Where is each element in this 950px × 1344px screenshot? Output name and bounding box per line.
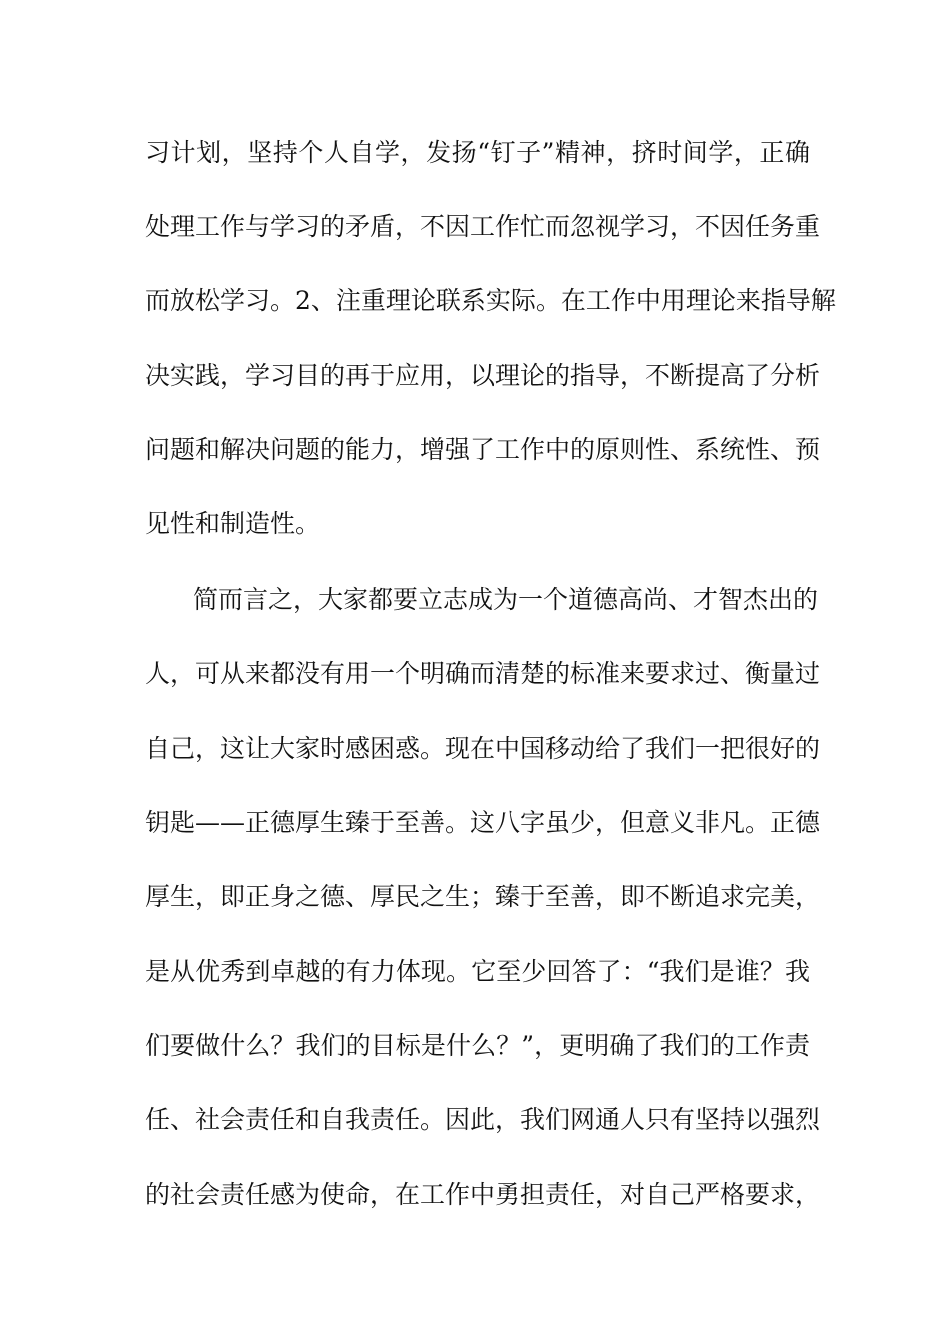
text-line: 任、社会责任和自我责任。因此，我们网通人只有坚持以强烈 xyxy=(145,1105,821,1134)
text-line: 而放松学习。2、注重理论联系实际。在工作中用理论来指导解 xyxy=(145,286,836,315)
text-line: 见性和制造性。 xyxy=(145,509,321,538)
text-line: 习计划，坚持个人自学，发扬“钉子”精神，挤时间学，正确 xyxy=(145,138,810,167)
text-line: 钥匙——正德厚生臻于至善。这八字虽少，但意义非凡。正德 xyxy=(145,808,821,837)
text-line: 问题和解决问题的能力，增强了工作中的原则性、系统性、预 xyxy=(145,435,821,464)
text-line: 的社会责任感为使命，在工作中勇担责任，对自己严格要求， xyxy=(145,1180,821,1209)
text-line: 自己，这让大家时感困惑。现在中国移动给了我们一把很好的 xyxy=(145,734,821,763)
text-line: 们要做什么？我们的目标是什么？”，更明确了我们的工作责 xyxy=(145,1031,810,1060)
text-line: 人，可从来都没有用一个明确而清楚的标准来要求过、衡量过 xyxy=(145,659,821,688)
text-line: 决实践，学习目的再于应用，以理论的指导，不断提高了分析 xyxy=(145,361,821,390)
paragraph-first-line: 简而言之，大家都要立志成为一个道德高尚、才智杰出的 xyxy=(193,585,819,614)
text-line: 是从优秀到卓越的有力体现。它至少回答了：“我们是谁？我 xyxy=(145,957,810,986)
text-line: 处理工作与学习的矛盾，不因工作忙而忽视学习，不因任务重 xyxy=(145,212,821,241)
text-line: 厚生，即正身之德、厚民之生；臻于至善，即不断追求完美， xyxy=(145,882,821,911)
